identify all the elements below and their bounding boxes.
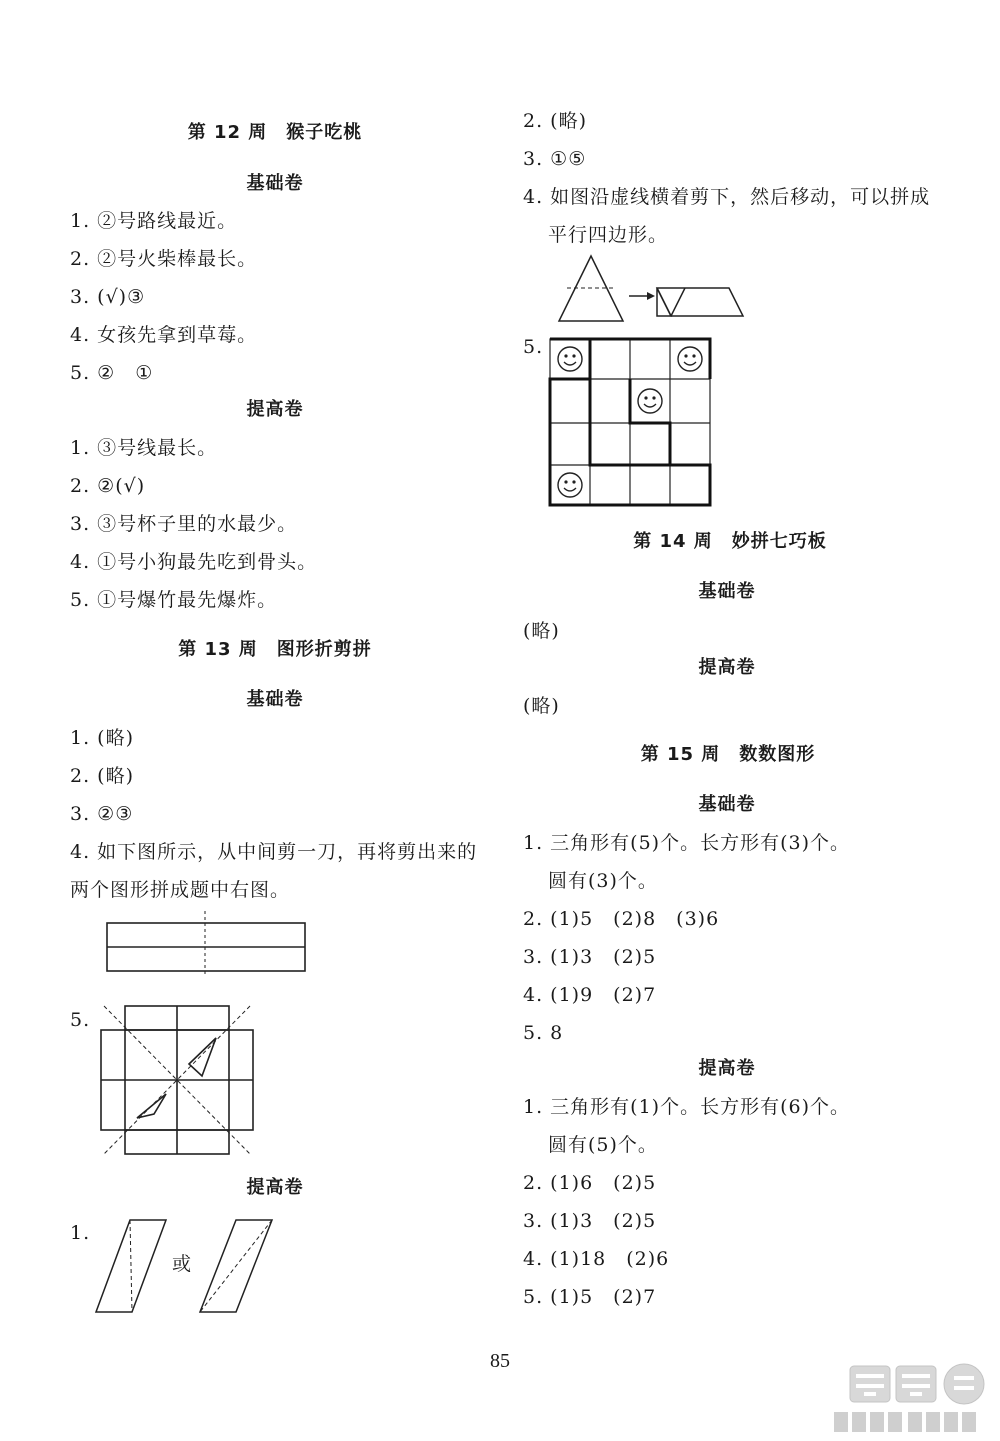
week15-basic-heading: 基础卷 [698,794,756,815]
week13-adv-item-1-label: 1. [70,1222,91,1244]
week14-basic-answer: (略) [523,620,560,642]
cross-grid-figure [92,1000,262,1160]
week13-basic-item-5-label: 5. [70,1009,91,1031]
week15-basic-item-1-line1: 1. 三角形有(5)个。长方形有(3)个。 [523,832,850,854]
week12-basic-item-5: 5. ② ① [70,362,154,384]
week13-basic-item-3: 3. ②③ [70,803,134,825]
week12-title: 第 12 周 猴子吃桃 [187,122,363,143]
week12-basic-item-4: 4. 女孩先拿到草莓。 [70,324,258,346]
strip-cut-figure [100,908,315,978]
week14-title: 第 14 周 妙拼七巧板 [633,531,827,552]
week12-basic-item-1: 1. ②号路线最近。 [70,210,238,232]
week15-adv-item-3: 3. (1)3 (2)5 [523,1210,657,1232]
or-label: 或 [172,1253,193,1275]
week13-basic-heading: 基础卷 [246,689,304,710]
week14-advanced-heading: 提高卷 [698,657,756,678]
week13-cont-item-4-line2: 平行四边形。 [548,224,669,246]
week15-title: 第 15 周 数数图形 [640,744,816,765]
week13-basic-item-4-line1: 4. 如下图所示，从中间剪一刀，再将剪出来的 [70,841,478,863]
week13-cont-item-3: 3. ①⑤ [523,148,587,170]
week13-basic-item-1: 1. (略) [70,727,134,749]
week15-adv-item-2: 2. (1)6 (2)5 [523,1172,657,1194]
week15-basic-item-4: 4. (1)9 (2)7 [523,984,657,1006]
page-number: 85 [490,1350,510,1372]
week12-adv-item-4: 4. ①号小狗最先吃到骨头。 [70,551,318,573]
week13-basic-item-2: 2. (略) [70,765,134,787]
week13-cont-item-5-label: 5. [523,336,544,358]
week15-basic-item-1-line2: 圆有(3)个。 [548,870,658,892]
week13-advanced-heading: 提高卷 [246,1177,304,1198]
week15-adv-item-5: 5. (1)5 (2)7 [523,1286,657,1308]
week12-basic-item-3: 3. (√)③ [70,286,146,308]
week13-title: 第 13 周 图形折剪拼 [178,639,372,660]
smiley-grid-figure [547,337,715,509]
week12-adv-item-1: 1. ③号线最长。 [70,437,218,459]
week15-basic-item-3: 3. (1)3 (2)5 [523,946,657,968]
watermark-logo [820,1362,1000,1437]
week12-adv-item-2: 2. ②(√) [70,475,146,497]
week13-cont-item-2: 2. (略) [523,110,587,132]
week15-adv-item-4: 4. (1)18 (2)6 [523,1248,670,1270]
triangle-to-parallelogram-figure [553,250,748,328]
week12-advanced-heading: 提高卷 [246,399,304,420]
week15-basic-item-2: 2. (1)5 (2)8 (3)6 [523,908,720,930]
week12-basic-heading: 基础卷 [246,173,304,194]
week15-adv-item-1-line2: 圆有(5)个。 [548,1134,658,1156]
week12-adv-item-3: 3. ③号杯子里的水最少。 [70,513,298,535]
week15-basic-item-5: 5. 8 [523,1022,564,1044]
week12-basic-item-2: 2. ②号火柴棒最长。 [70,248,258,270]
week13-cont-item-4-line1: 4. 如图沿虚线横着剪下，然后移动，可以拼成 [523,186,931,208]
week14-basic-heading: 基础卷 [698,581,756,602]
parallelogram-answer-1 [92,1212,172,1317]
week13-basic-item-4-line2: 两个图形拼成题中右图。 [70,879,291,901]
week15-adv-item-1-line1: 1. 三角形有(1)个。长方形有(6)个。 [523,1096,850,1118]
week15-advanced-heading: 提高卷 [698,1058,756,1079]
week12-adv-item-5: 5. ①号爆竹最先爆炸。 [70,589,278,611]
week14-advanced-answer: (略) [523,695,560,717]
parallelogram-answer-2 [196,1212,276,1317]
